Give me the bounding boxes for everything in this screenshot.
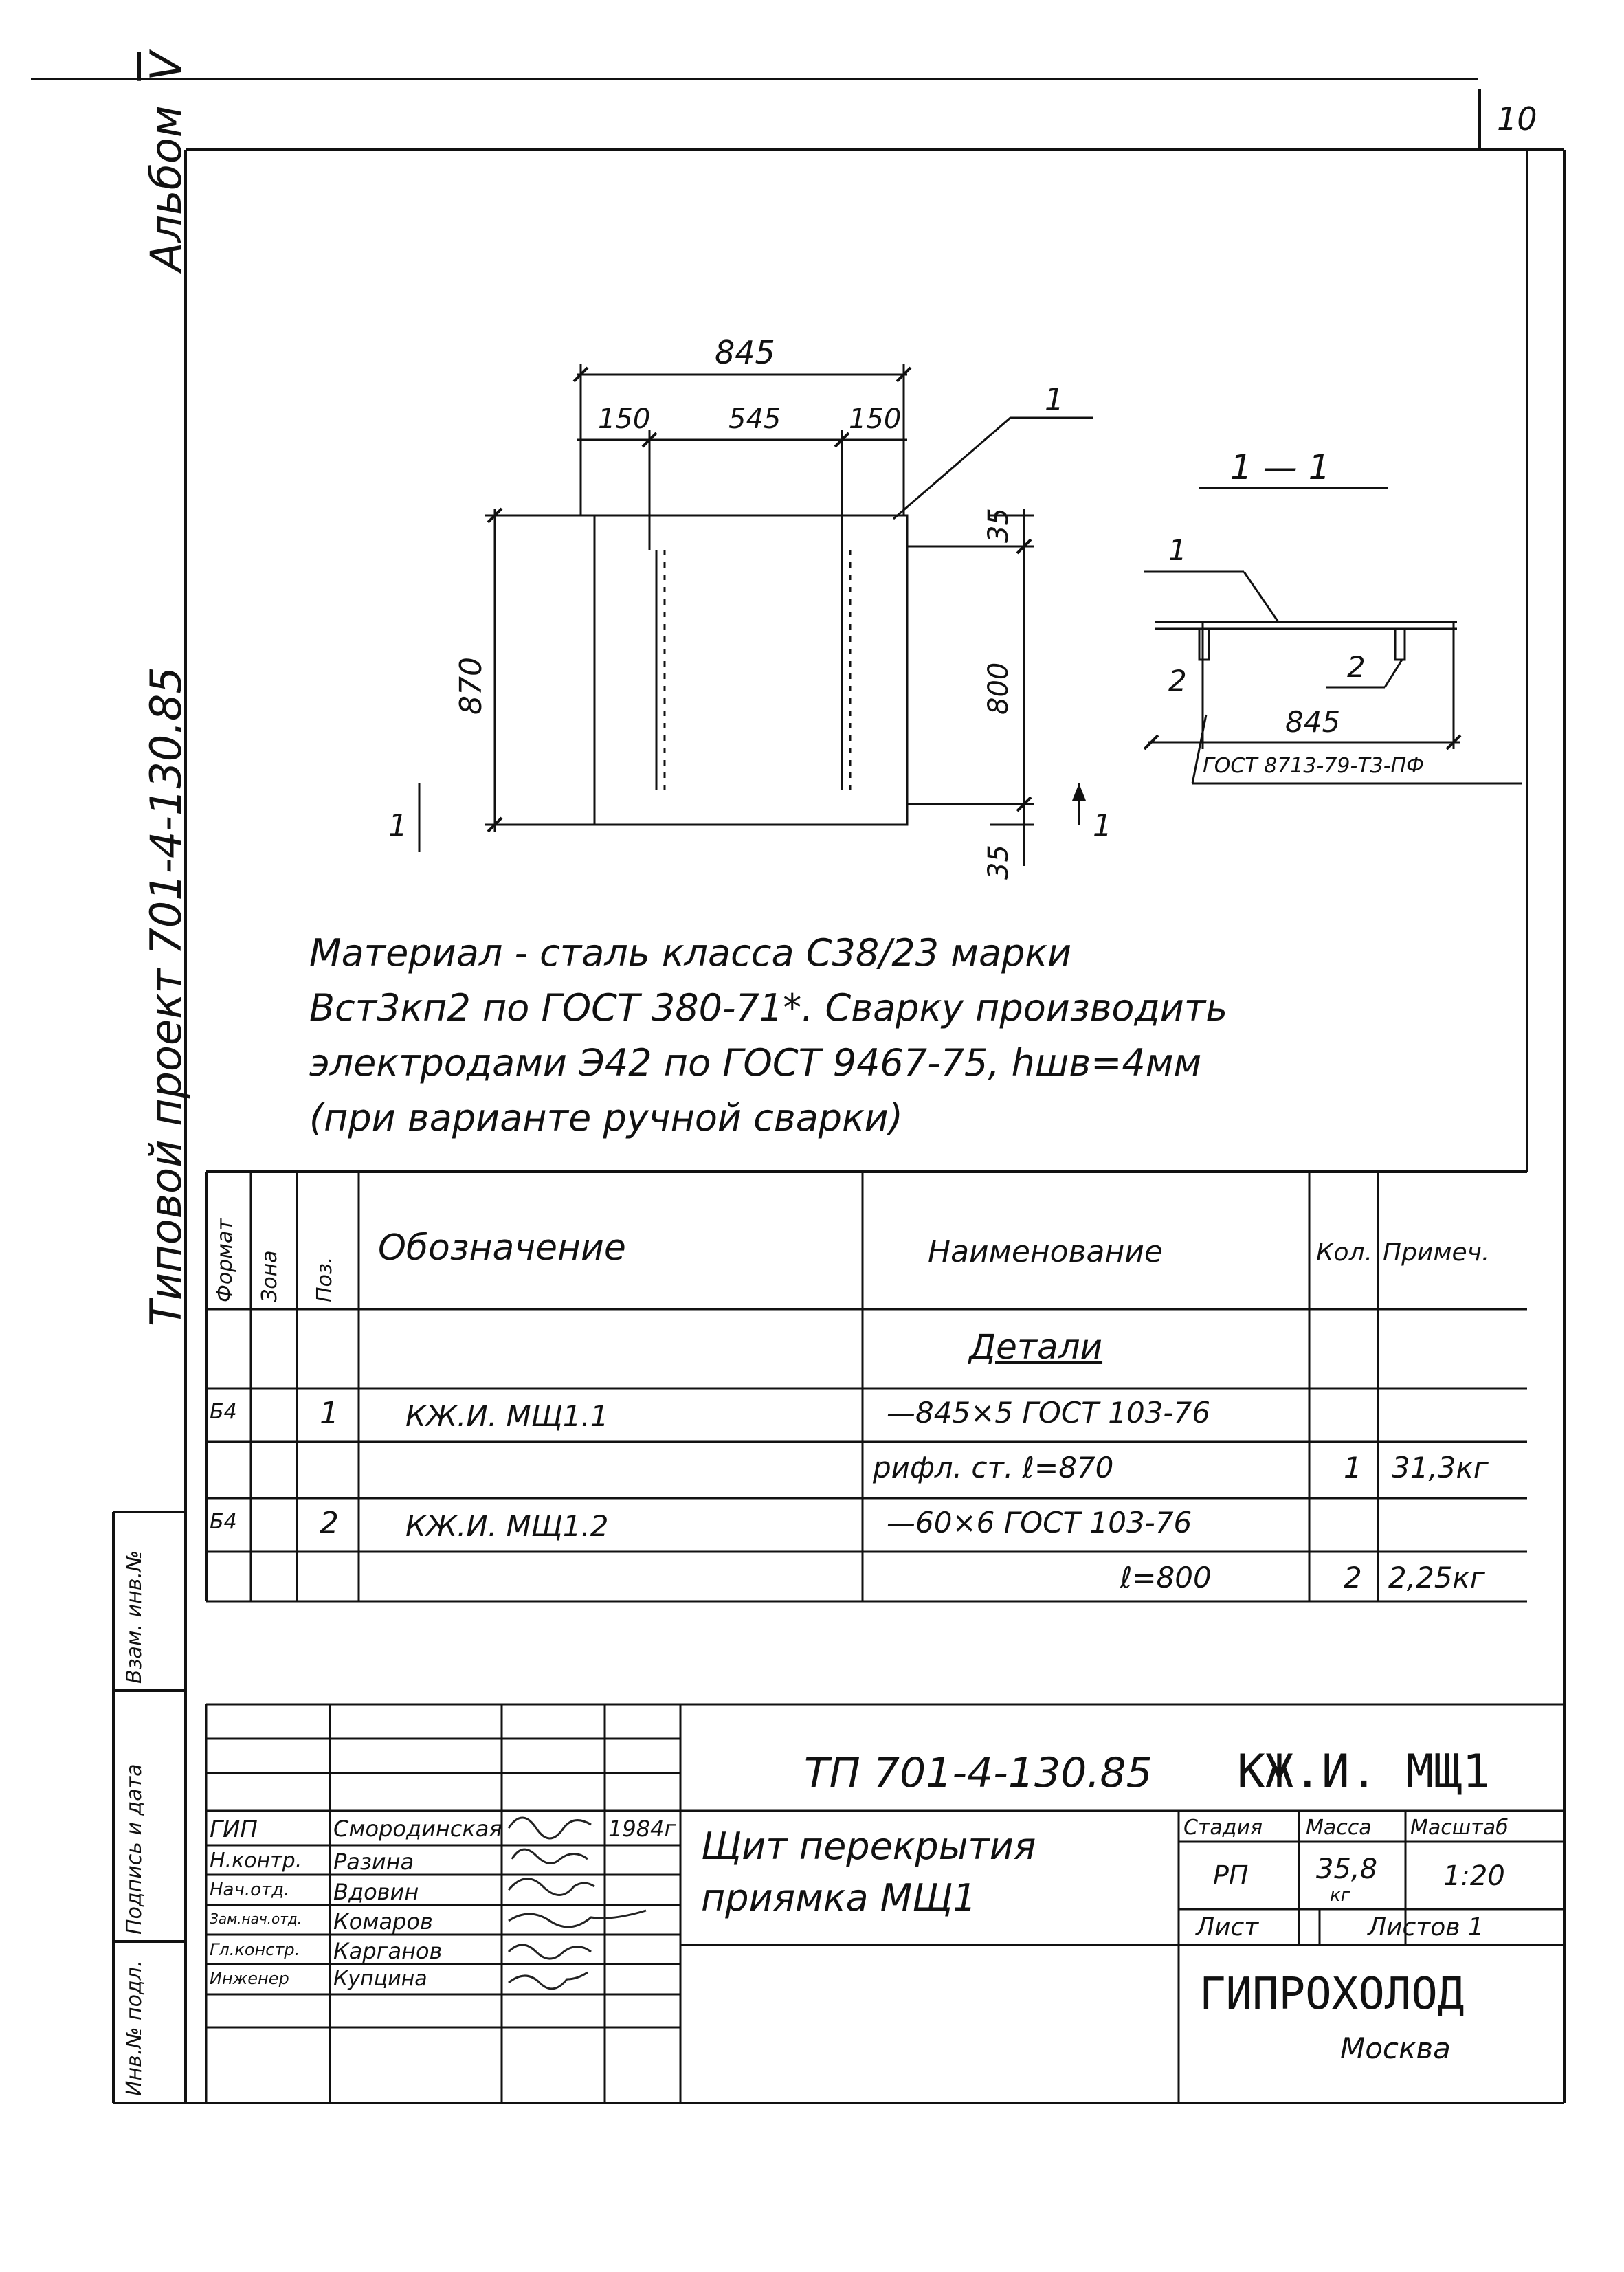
drawing-code: КЖ.И. МЩ1 xyxy=(1237,1745,1491,1799)
table-row-4-note: 2,25кг xyxy=(1388,1561,1485,1594)
section-label-2-right: 2 xyxy=(1347,650,1366,684)
sheet-number: 10 xyxy=(1497,100,1537,137)
drawing-title-line-2: приямка МЩ1 xyxy=(701,1876,977,1919)
staff-name-5: Карганов xyxy=(333,1938,443,1964)
section-label-2-left: 2 xyxy=(1168,664,1187,698)
section-weld-standard: ГОСТ 8713-79-Т3-ПФ xyxy=(1203,754,1424,778)
table-row-4-name: ℓ=800 xyxy=(1120,1561,1212,1594)
staff-name-2: Разина xyxy=(333,1849,414,1875)
note-line-2: Вст3кп2 по ГОСТ 380-71*. Сварку производить xyxy=(309,986,1228,1029)
header-format: Формат xyxy=(213,1218,237,1302)
table-row-4-qty: 2 xyxy=(1344,1561,1362,1594)
plan-leader-label: 1 xyxy=(1045,382,1064,417)
header-name: Наименование xyxy=(928,1234,1163,1269)
album-text: Альбом xyxy=(141,105,191,271)
header-pos: Поз. xyxy=(313,1256,337,1302)
dim-height: 870 xyxy=(454,657,489,715)
scale-header: Масштаб xyxy=(1410,1816,1509,1840)
dim-overall-width: 845 xyxy=(715,334,775,371)
dim-bottom-offset: 35 xyxy=(983,845,1014,880)
staff-name-6: Купцина xyxy=(333,1967,427,1991)
staff-name-1: Смородинская xyxy=(333,1816,502,1842)
mass-value: 35,8 xyxy=(1316,1853,1378,1885)
section-marker-right: 1 xyxy=(1093,808,1112,843)
staff-role-2: Н.контр. xyxy=(210,1849,302,1873)
sheets-label: Листов 1 xyxy=(1368,1913,1484,1941)
stage-header: Стадия xyxy=(1183,1816,1263,1840)
staff-role-5: Гл.констр. xyxy=(210,1940,300,1959)
organization-city: Москва xyxy=(1340,2031,1451,2065)
staff-role-6: Инженер xyxy=(210,1969,289,1988)
album-roman: $\overline{V}$ xyxy=(141,52,191,81)
side-field-sign: Подпись и дата xyxy=(122,1763,146,1935)
table-row-3-format: Б4 xyxy=(210,1510,237,1534)
stage-value: РП xyxy=(1213,1860,1249,1891)
note-line-3: электродами Э42 по ГОСТ 9467-75, hшв=4мм xyxy=(309,1041,1202,1084)
table-row-3-pos: 2 xyxy=(320,1506,339,1541)
table-row-1-pos: 1 xyxy=(320,1396,339,1431)
staff-name-3: Вдовин xyxy=(333,1879,419,1905)
staff-role-3: Нач.отд. xyxy=(210,1880,290,1900)
header-designation: Обозначение xyxy=(378,1227,626,1269)
staff-name-4: Комаров xyxy=(333,1908,433,1935)
organization: ГИПРОХОЛОД xyxy=(1199,1969,1465,2020)
header-note: Примеч. xyxy=(1383,1238,1490,1267)
section-width: 845 xyxy=(1285,705,1341,739)
project-code: ТП 701-4-130.85 xyxy=(804,1749,1153,1797)
mass-header: Масса xyxy=(1306,1816,1372,1840)
section-marker-left: 1 xyxy=(388,808,408,843)
section-title-details: Детали xyxy=(969,1327,1103,1367)
note-line-1: Материал - сталь класса С38/23 марки xyxy=(309,931,1072,974)
staff-role-1: ГИП xyxy=(210,1816,258,1843)
table-row-2-qty: 1 xyxy=(1344,1451,1362,1484)
staff-date-1: 1984г xyxy=(608,1816,676,1842)
dim-right-offset: 150 xyxy=(849,403,902,435)
mass-unit: кг xyxy=(1330,1885,1350,1906)
header-zone: Зона xyxy=(258,1250,282,1302)
dim-middle: 545 xyxy=(728,403,781,435)
dim-left-offset: 150 xyxy=(598,403,651,435)
table-row-2-note: 31,3кг xyxy=(1392,1451,1489,1484)
table-row-2-name: рифл. ст. ℓ=870 xyxy=(873,1451,1114,1484)
staff-role-4: Зам.нач.отд. xyxy=(210,1911,302,1927)
table-row-1-name: —845×5 ГОСТ 103-76 xyxy=(887,1396,1210,1429)
dim-top-offset: 35 xyxy=(983,508,1014,543)
side-field-inv: Инв.№ подл. xyxy=(122,1960,146,2096)
project-label: Типовой проект 701-4-130.85 xyxy=(141,667,191,1326)
section-title: 1 — 1 xyxy=(1230,447,1331,487)
note-line-4: (при варианте ручной сварки) xyxy=(309,1096,903,1139)
table-row-1-format: Б4 xyxy=(210,1400,237,1424)
table-row-3-name: —60×6 ГОСТ 103-76 xyxy=(887,1506,1192,1539)
scale-value: 1:20 xyxy=(1443,1860,1505,1892)
sheet-label: Лист xyxy=(1196,1913,1259,1941)
table-row-1-designation: КЖ.И. МЩ1.1 xyxy=(405,1399,609,1433)
header-qty: Кол. xyxy=(1316,1238,1373,1267)
section-label-1: 1 xyxy=(1168,533,1187,567)
drawing-title-line-1: Щит перекрытия xyxy=(701,1825,1036,1868)
side-field-replace: Взам. инв.№ xyxy=(122,1550,146,1684)
dim-inner-height: 800 xyxy=(983,662,1014,715)
table-row-3-designation: КЖ.И. МЩ1.2 xyxy=(405,1509,609,1543)
